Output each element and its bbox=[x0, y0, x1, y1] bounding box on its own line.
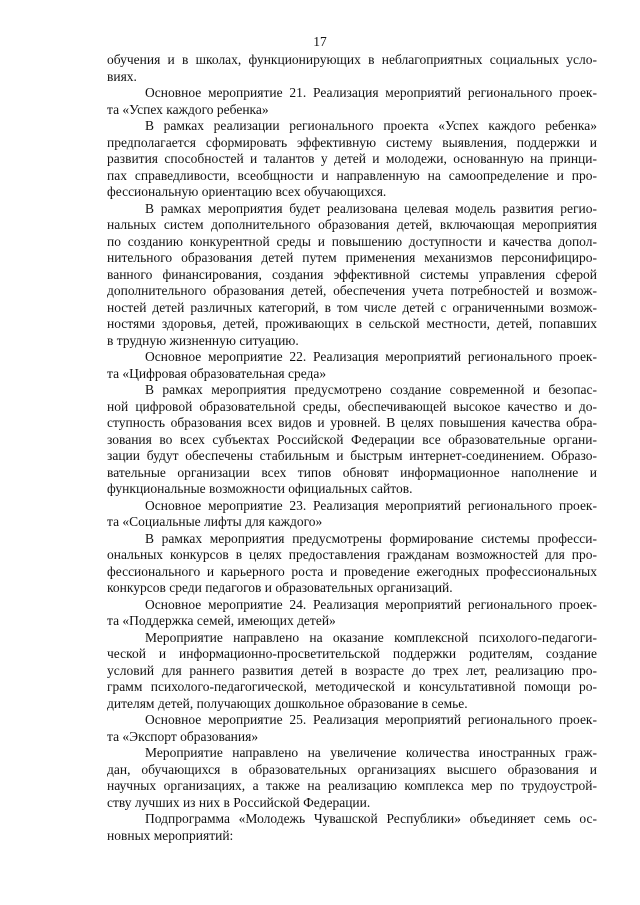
text-line: ванного финансирования, создания эффективной системы управления сферой bbox=[107, 266, 597, 282]
text-line: новных мероприятий: bbox=[107, 827, 234, 843]
text-line: фессиональную ориентацию всех обучающихся. bbox=[107, 184, 387, 199]
text-line: та «Экспорт образования» bbox=[107, 728, 259, 744]
text-line: В рамках мероприятия предусмотрено создание современной и безопас- bbox=[145, 382, 597, 397]
text-line: В рамках реализации регионального проекта «Успех каждого ребенка» bbox=[145, 118, 597, 133]
text-line: та «Цифровая образовательная среда» bbox=[107, 365, 327, 381]
text-line: Мероприятие направлено на увеличение количества иностранных граж- bbox=[145, 745, 597, 760]
text-line: по созданию конкурентной среды и повышению доступности и качества допол- bbox=[107, 233, 597, 249]
text-line: грамм психолого-педагогической, методической и консультативной помощи ро- bbox=[107, 679, 597, 694]
text-line: Основное мероприятие 21. Реализация мероприятий регионального проек- bbox=[145, 85, 597, 100]
text-line: фессионального и карьерного роста и проведение ежегодных профессиональных bbox=[107, 563, 597, 579]
text-line: в трудную жизненную ситуацию. bbox=[107, 332, 299, 348]
text-line: Основное мероприятие 25. Реализация мероприятий регионального проек- bbox=[145, 712, 597, 727]
text-line: дителям детей, получающих дошкольное образование в семье. bbox=[107, 695, 468, 711]
text-line: научных организациях, а также на реализацию комплекса мер по трудоустрой- bbox=[107, 778, 597, 793]
text-line: та «Успех каждого ребенка» bbox=[107, 101, 269, 117]
text-line: Мероприятие направлено на оказание комплексной психолого-педагоги- bbox=[145, 629, 597, 645]
text-line: предполагается сформировать эффективную систему выявления, поддержки и bbox=[107, 134, 597, 150]
text-line: В рамках мероприятия будет реализована целевая модель развития регио- bbox=[145, 200, 597, 216]
text-line: ступность образования всех видов и уровней. В целях повышения качества обра- bbox=[107, 415, 597, 430]
text-line: дополнительного образования детей, обеспечения учета потребностей и возмож- bbox=[107, 283, 597, 298]
text-line: В рамках мероприятия предусмотрены формирование системы професси- bbox=[145, 530, 597, 546]
text-line: нальных систем дополнительного образования детей, включающая мероприятия bbox=[107, 217, 597, 232]
document-body bbox=[107, 52, 597, 844]
text-line: ностей детей различных категорий, в том числе детей с ограниченными возмож- bbox=[107, 299, 597, 315]
text-line: обучения и в школах, функционирующих в неблагоприятных социальных усло- bbox=[107, 52, 597, 67]
text-line: зации будут обеспечены стабильным и быстрым интернет-соединением. Образо- bbox=[107, 448, 597, 463]
text-line: ческой и информационно-просветительской поддержки родителям, создание bbox=[107, 646, 597, 661]
text-line: виях. bbox=[107, 68, 137, 84]
text-line: Основное мероприятие 22. Реализация мероприятий регионального проек- bbox=[145, 349, 597, 364]
text-line: конкурсов среди педагогов и образовательных организаций. bbox=[107, 580, 453, 595]
text-line: ной цифровой образовательной среды, обеспечивающей высокое качество и до- bbox=[107, 398, 597, 414]
text-line: нительного образования детей путем применения механизмов персонифициро- bbox=[107, 250, 597, 265]
text-line: дан, обучающихся в образовательных организациях высшего образования и bbox=[107, 761, 597, 777]
text-line: Основное мероприятие 24. Реализация мероприятий регионального проек- bbox=[145, 596, 597, 612]
text-line: функциональные возможности официальных сайтов. bbox=[107, 481, 413, 496]
text-line: пах справедливости, всеобщности и направленную на самоопределение и про- bbox=[107, 167, 597, 183]
text-line: развития способностей и талантов у детей и молодежи, основанную на принци- bbox=[107, 151, 597, 166]
text-line: ональных конкурсов в целях предоставления гражданам возможностей для про- bbox=[107, 547, 597, 562]
text-line: условий для раннего развития детей в возрасте до трех лет, реализацию про- bbox=[107, 662, 597, 678]
text-line: та «Социальные лифты для каждого» bbox=[107, 514, 323, 529]
text-line: ству лучших из них в Российской Федерации. bbox=[107, 794, 371, 810]
text-line: зования во всех субъектах Российской Федерации все образовательные органи- bbox=[107, 431, 597, 447]
text-line: Основное мероприятие 23. Реализация мероприятий регионального проек- bbox=[145, 497, 597, 513]
text-line: та «Поддержка семей, имеющих детей» bbox=[107, 613, 336, 628]
text-line: ностями здоровья, детей, проживающих в сельской местности, детей, попавших bbox=[107, 316, 597, 331]
page-number: 17 bbox=[313, 34, 327, 49]
text-line: Подпрограмма «Молодежь Чувашской Республики» объединяет семь ос- bbox=[145, 811, 597, 826]
text-line: вательные организации всех типов обновят информационное наполнение и bbox=[107, 464, 597, 480]
